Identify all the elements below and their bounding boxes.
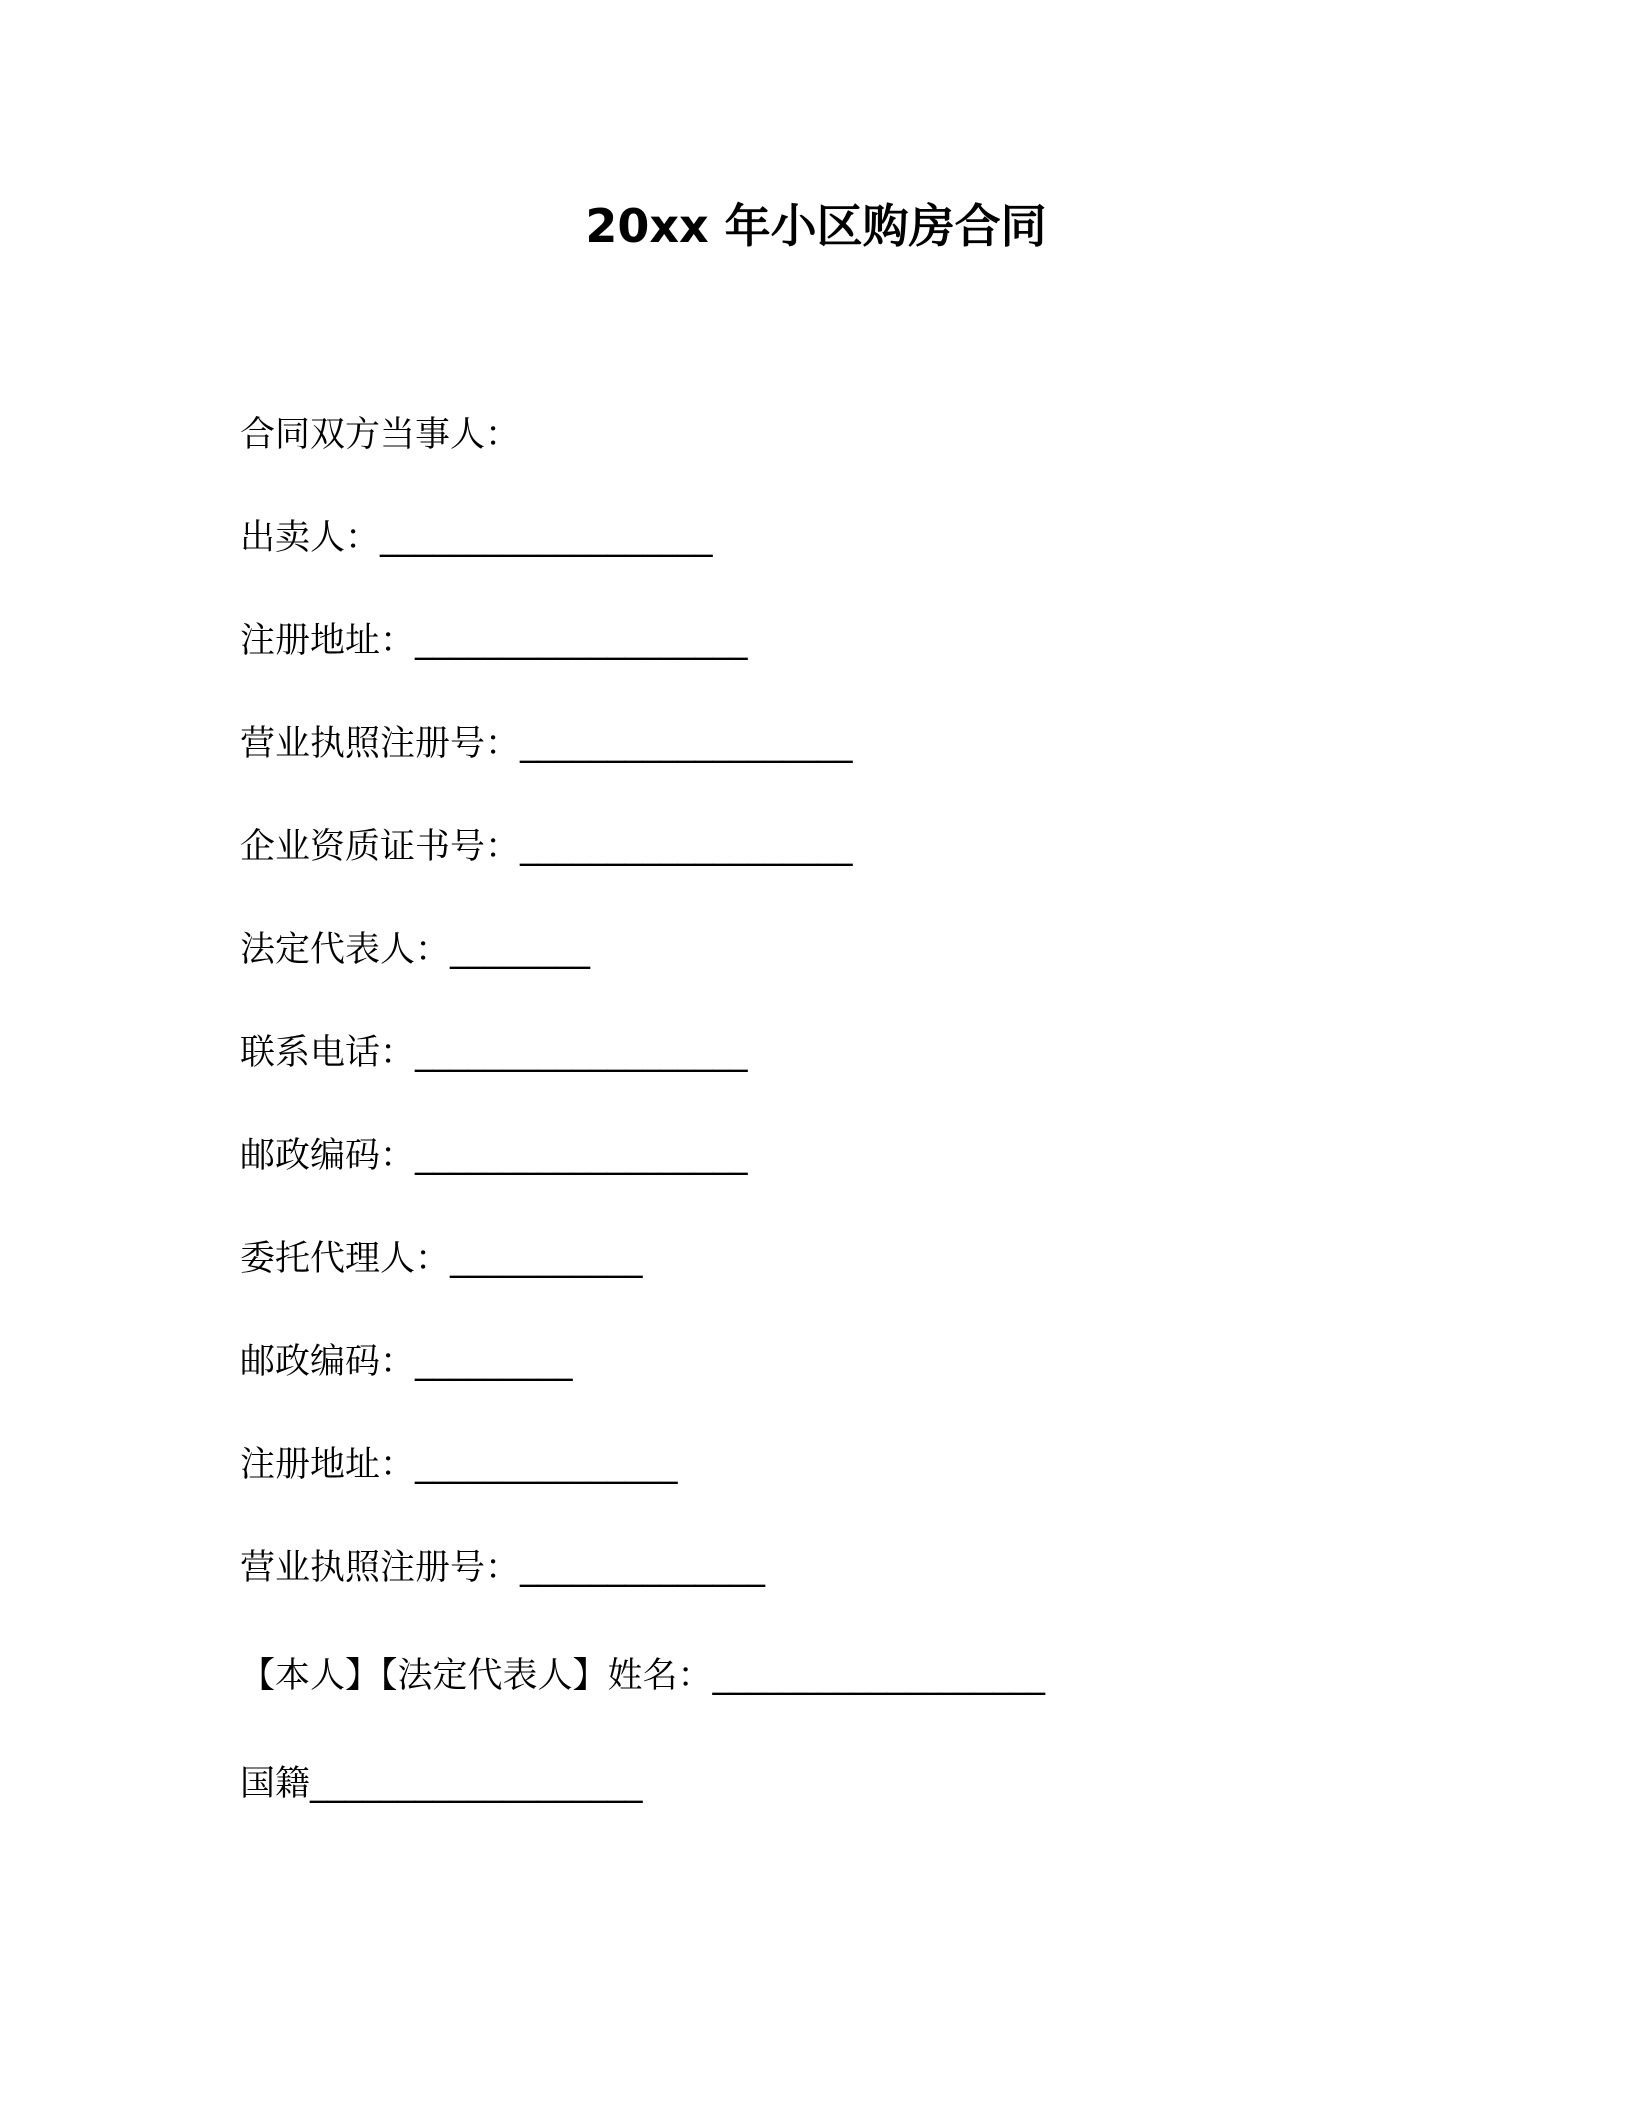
nationality-field: 国籍___________________ — [240, 1764, 643, 1804]
parties-heading: 合同双方当事人： — [240, 415, 521, 455]
agent-business-license-field: 营业执照注册号：______________ — [240, 1548, 766, 1588]
phone-field: 联系电话：___________________ — [240, 1033, 748, 1073]
agent-field: 委托代理人：___________ — [240, 1239, 643, 1279]
seller-field: 出卖人：___________________ — [240, 518, 713, 558]
postal-code-field: 邮政编码：___________________ — [240, 1136, 748, 1176]
buyer-name-field: 【本人】【法定代表人】姓名：___________________ — [240, 1656, 1046, 1696]
legal-representative-field: 法定代表人：________ — [240, 930, 591, 970]
document-body — [240, 410, 1440, 1862]
qualification-certificate-field: 企业资质证书号：___________________ — [240, 827, 853, 867]
registered-address-field: 注册地址：___________________ — [240, 621, 748, 661]
business-license-field: 营业执照注册号：___________________ — [240, 724, 853, 764]
agent-registered-address-field: 注册地址：_______________ — [240, 1445, 678, 1485]
agent-postal-code-field: 邮政编码：_________ — [240, 1342, 573, 1382]
document-title: 20xx 年小区购房合同 — [585, 199, 1047, 253]
